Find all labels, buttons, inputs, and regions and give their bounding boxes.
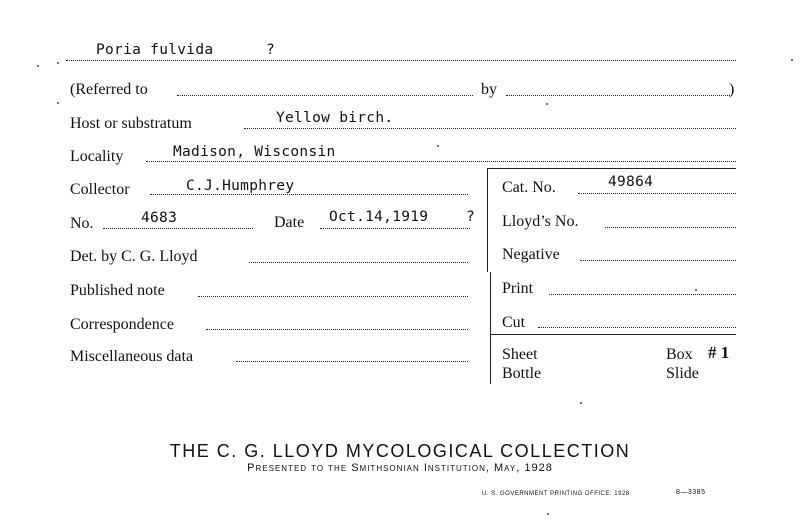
cut-label: Cut (502, 314, 526, 331)
locality-line (146, 161, 736, 162)
form-number: 8—3385 (676, 489, 706, 496)
locality-value: Madison, Wisconsin (173, 144, 336, 160)
box-label: Box (666, 346, 693, 363)
no-line (103, 228, 253, 229)
print-line (549, 294, 736, 295)
scan-speck (546, 103, 548, 105)
date-query: ? (466, 209, 476, 225)
collection-title: THE C. G. LLOYD MYCOLOGICAL COLLECTION (169, 441, 631, 461)
scan-speck (580, 402, 582, 404)
cat-no-value: 49864 (608, 174, 654, 190)
specimen-name-line (66, 60, 736, 61)
bottle-label: Bottle (502, 365, 542, 382)
box-divider-cut (490, 334, 736, 335)
lloyds-no-line (605, 227, 736, 228)
collection-subtitle: Presented to the Smithsonian Institution, May, 1928 (247, 462, 553, 474)
scan-speck (547, 513, 549, 515)
date-label: Date (274, 214, 305, 231)
box-value: # 1 (708, 343, 730, 362)
host-line (244, 128, 736, 129)
cut-line (538, 327, 736, 328)
closing-paren: ) (729, 81, 735, 98)
specimen-name-query: ? (266, 42, 276, 58)
specimen-name: Poria fulvida (96, 42, 214, 58)
collector-value: C.J.Humphrey (186, 178, 295, 194)
locality-label: Locality (70, 148, 124, 165)
referred-by-line (506, 95, 730, 96)
correspondence-label: Correspondence (70, 316, 174, 333)
print-label: Print (502, 280, 534, 297)
published-note-line (198, 296, 468, 297)
scan-speck (57, 102, 59, 104)
cat-no-line (578, 193, 736, 194)
date-line (320, 228, 470, 229)
negative-line (580, 260, 736, 261)
host-value: Yellow birch. (276, 110, 394, 126)
correspondence-line (206, 329, 468, 330)
sheet-label: Sheet (502, 346, 538, 363)
misc-data-line (236, 361, 468, 362)
scan-speck (57, 62, 59, 64)
no-label: No. (70, 215, 94, 232)
scan-speck (37, 65, 39, 67)
scan-speck (437, 145, 439, 147)
box-top-border (487, 168, 736, 169)
misc-data-label: Miscellaneous data (70, 348, 194, 365)
by-label: by (481, 81, 497, 98)
printing-office: U. S. GOVERNMENT PRINTING OFFICE: 1928 (482, 491, 630, 497)
referred-to-label: (Referred to (70, 81, 148, 98)
cat-no-label: Cat. No. (502, 179, 556, 196)
no-value: 4683 (141, 210, 178, 226)
host-label: Host or substratum (70, 115, 192, 132)
referred-to-line (177, 95, 473, 96)
date-value: Oct.14,1919 (329, 209, 429, 225)
collector-line (150, 194, 468, 195)
slide-label: Slide (666, 365, 699, 382)
box-left-border (487, 168, 488, 272)
negative-label: Negative (502, 246, 560, 263)
det-by-line (249, 262, 468, 263)
collector-label: Collector (70, 181, 130, 198)
box-left-border-lower (490, 272, 491, 384)
published-note-label: Published note (70, 282, 165, 299)
det-by-label: Det. by C. G. Lloyd (70, 248, 198, 265)
lloyds-no-label: Lloyd’s No. (502, 213, 579, 230)
scan-speck (695, 289, 697, 291)
scan-speck (791, 59, 793, 61)
